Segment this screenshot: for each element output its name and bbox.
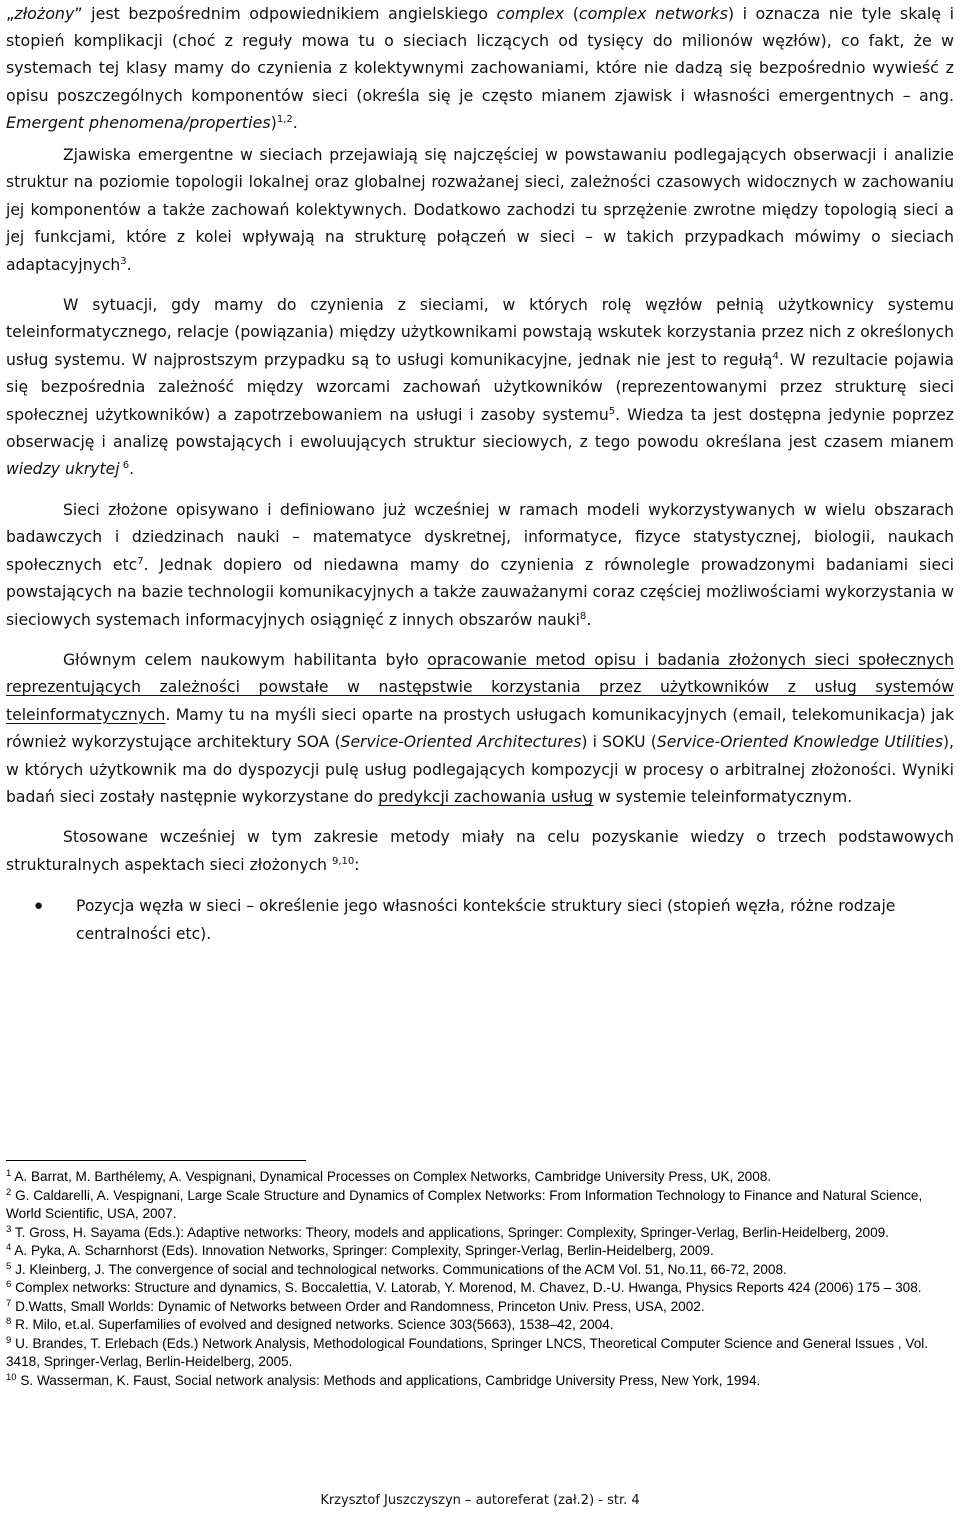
footnote-ref: 7 bbox=[137, 555, 144, 567]
footnote-ref: 9,10 bbox=[332, 855, 355, 867]
footnote-text: U. Brandes, T. Erlebach (Eds.) Network Analysis, Methodological Foundations, Springer LNCS, Theoretical Computer Science and General Issues , Vol. 3418, Springer-Verlag, Berlin-Heidelberg, 2005. bbox=[6, 1335, 929, 1369]
footnote bbox=[6, 1298, 956, 1317]
footnote-ref: 3 bbox=[120, 255, 127, 267]
footnote-number: 7 bbox=[6, 1297, 12, 1309]
bullet-list-item bbox=[6, 893, 954, 948]
footnote-text: D.Watts, Small Worlds: Dynamic of Networks between Order and Randomness, Princeton Univ. Press, USA, 2002. bbox=[11, 1298, 705, 1314]
footnote-number: 3 bbox=[6, 1223, 12, 1235]
footnote-ref: 1,2 bbox=[276, 113, 293, 125]
footnote-separator bbox=[6, 1160, 306, 1161]
footnote-ref: 5 bbox=[608, 405, 616, 417]
footnote-number: 10 bbox=[6, 1371, 17, 1383]
footnote-text: S. Wasserman, K. Faust, Social network analysis: Methods and applications, Cambridge University Press, New York, 1994. bbox=[16, 1372, 761, 1388]
footnote-number: 8 bbox=[6, 1316, 12, 1327]
footnote-number: 2 bbox=[6, 1186, 12, 1198]
paragraph-2: Zjawiska emergentne w sieciach przejawiają się najczęściej w powstawaniu podlegających obserwacji i analizie struktur na poziomie topologii lokalnej oraz globalnej rozważanej sieci, zależności czasowych widocznych w zachowaniu jej komponentów a także zachowań kolektywnych. Dodatkowo zachodzi tu sprzężenie zwrotne między topologią sieci a jej funkcjami, które z kolei wpływają na strukturę połączeń w sieci – w takich przypadkach mówimy o sieciach adaptacyjnych$^3$. bbox=[6, 146, 954, 274]
footnote bbox=[6, 1316, 956, 1335]
footnote bbox=[6, 1168, 956, 1187]
footnote-text: R. Milo, et.al. Superfamilies of evolved and designed networks. Science 303(5663), 1538–42, 2004. bbox=[11, 1317, 614, 1332]
footnote-number: 6 bbox=[6, 1279, 12, 1290]
footnote-number: 5 bbox=[6, 1260, 12, 1272]
footnote bbox=[6, 1261, 956, 1280]
footnote-text: Complex networks: Structure and dynamics, S. Boccalettia, V. Latorab, Y. Morenod, M. Chavez, D.-U. Hwanga, Physics Reports 424 (2006) 175 – 308. bbox=[11, 1280, 922, 1295]
paragraph-5: Głównym celem naukowym habilitanta było opracowanie metod opisu i badania złożonych sieci społecznych reprezentujących zależności powstałe w następstwie korzystania przez użytkowników z usług systemów teleinformatycznych. Mamy tu na myśli sieci oparte na prostych usługach komunikacyjnych (email, telekomunikacja) jak również wykorzystujące architektury SOA (Service-Oriented Architectures) i SOKU (Service-Oriented Knowledge Utilities), w których użytkownik ma do dyspozycji pulę usług podlegających kompozycji w procesy o arbitralnej złożoności. Wyniki badań sieci zostały następnie wykorzystane do predykcji zachowania usług w systemie teleinformatycznym. bbox=[6, 650, 955, 806]
footnote bbox=[6, 1187, 956, 1224]
footnote-text: J. Kleinberg, J. The convergence of social and technological networks. Communications of the ACM Vol. 51, No.11, 66-72, 2008. bbox=[11, 1261, 787, 1277]
footnote bbox=[6, 1242, 956, 1261]
footnote bbox=[6, 1335, 956, 1372]
paragraph-4: Sieci złożone opisywano i definiowano już wcześniej w ramach modeli wykorzystywanych w wielu obszarach badawczych i dziedzinach nauki – matematyce dyskretnej, informatyce, fizyce statystycznej, biologii, naukach społecznych etc$^7$. Jednak dopiero od niedawna mamy do czynienia z równolegle prowadzonymi badaniami sieci powstających na bazie technologii komunikacyjnych a także zauważanymi coraz częściej możliwościami wykorzystania w sieciowych systemach informacyjnych osiągnięć z innych obszarów nauki$^8$. bbox=[6, 500, 955, 629]
page-footer: Krzysztof Juszczyszyn – autoreferat (zał.2) - str. 4 bbox=[320, 1493, 640, 1508]
footnote-ref: 6 bbox=[119, 460, 130, 472]
paragraph-3: W sytuacji, gdy mamy do czynienia z sieciami, w których rolę węzłów pełnią użytkownicy systemu teleinformatycznego, relacje (powiązania) między użytkownikami powstają wskutek korzystania przez nich z określonych usług systemu. W najprostszym przypadku są to usługi komunikacyjne, jednak nie jest to regułą$^4$. W rezultacie pojawia się bezpośrednia zależność między wzorcami zachowań użytkowników (reprezentowanymi przez strukturę sieci społecznej użytkowników) a zapotrzebowaniem na usługi i zasoby systemu$^5$. Wiedza ta jest dostępna jedynie poprzez obserwację i analizę powstających i ewoluujących struktur sieciowych, z tego powodu określana jest czasem mianem wiedzy ukrytej $^6$. bbox=[6, 296, 954, 479]
footnote-number: 4 bbox=[6, 1242, 12, 1253]
document-page bbox=[6, 0, 954, 948]
paragraph-6: Stosowane wcześniej w tym zakresie metody miały na celu pozyskanie wiedzy o trzech podstawowych strukturalnych aspektach sieci złożonych $^{9,10}$: bbox=[6, 828, 954, 874]
underlined-prediction: predykcji zachowania usług bbox=[378, 787, 594, 806]
footnote bbox=[6, 1279, 956, 1298]
footnote-text: A. Barrat, M. Barthélemy, A. Vespignani, Dynamical Processes on Complex Networks, Cambridge University Press, UK, 2008. bbox=[11, 1169, 772, 1184]
footnote-ref: 4 bbox=[772, 350, 779, 362]
footnote-number: 1 bbox=[6, 1168, 12, 1179]
paragraph-1: „złożony” jest bezpośrednim odpowiednikiem angielskiego complex (complex networks) i oznacza nie tyle skalę i stopień komplikacji (choć z reguły mowa tu o sieciach liczących od tysięcy do milionów węzłów), co fakt, że w systemach tej klasy mamy do czynienia z kolektywnymi zachowaniami, które nie dadzą się bezpośrednio wywieść z opisu poszczególnych komponentów sieci (określa się je często mianem zjawisk i własności emergentnych – ang. Emergent phenomena/properties)$^{1,2}$. bbox=[6, 4, 954, 132]
footnote-number: 9 bbox=[6, 1334, 12, 1346]
footnote-text: A. Pyka, A. Scharnhorst (Eds). Innovation Networks, Springer: Complexity, Springer-Verlag, Berlin-Heidelberg, 2009. bbox=[11, 1243, 714, 1258]
footnotes bbox=[6, 1168, 956, 1390]
footnote-ref: 8 bbox=[580, 610, 587, 622]
bullet-icon: ● bbox=[34, 898, 44, 915]
underlined-goal: opracowanie metod opisu i badania złożonych sieci społecznych reprezentujących zależności powstałe w następstwie korzystania przez użytkowników z usług systemów teleinformatycznych bbox=[6, 650, 954, 724]
footnote-text: G. Caldarelli, A. Vespignani, Large Scale Structure and Dynamics of Complex Networks: From Information Technology to Finance and Natural Science, World Scientific, USA, 2007. bbox=[6, 1187, 923, 1221]
bullet-text: Pozycja węzła w sieci – określenie jego własności kontekście struktury sieci (stopień węzła, różne rodzaje centralności etc). bbox=[76, 897, 896, 943]
footnote bbox=[6, 1372, 956, 1391]
footnote-text: T. Gross, H. Sayama (Eds.): Adaptive networks: Theory, models and applications, Springer: Complexity, Springer-Verlag, Berlin-Heidelberg, 2009. bbox=[11, 1224, 890, 1240]
footnote bbox=[6, 1224, 956, 1243]
